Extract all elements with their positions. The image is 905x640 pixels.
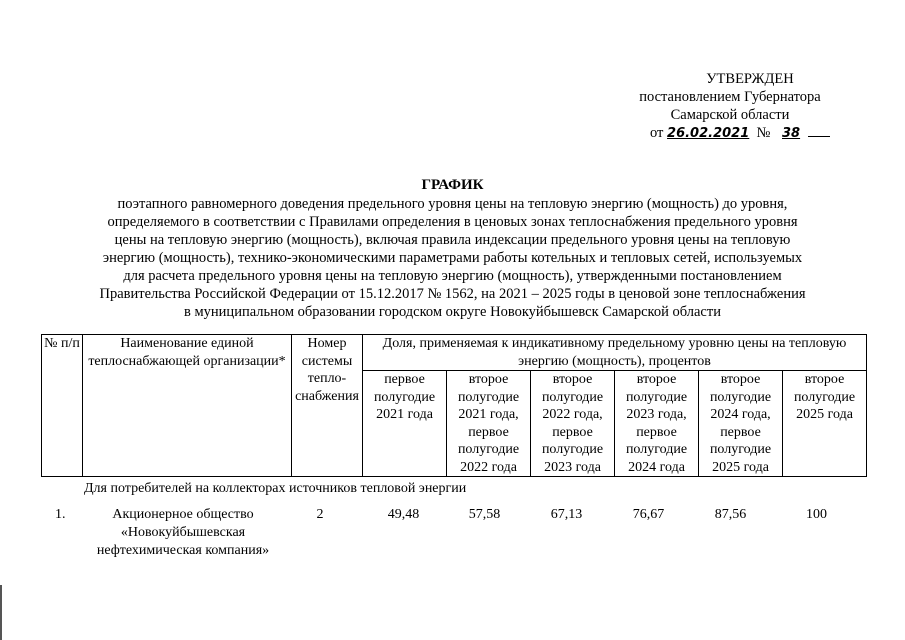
title-line: в муниципальном образовании городском округе Новокуйбышевск Самарской области — [184, 304, 721, 320]
header-period: первое полугодие 2021 года — [363, 371, 447, 477]
approval-date-row — [600, 124, 860, 143]
date-prefix: от — [650, 125, 664, 141]
row-value: 49,48 — [387, 507, 420, 522]
row-org-line: нефтехимическая компания» — [96, 543, 270, 558]
title-line: энергию (мощность), технико-экономическими параметрами работы котельных и тепловых сетей, используемых — [102, 250, 803, 266]
header-period: второе полугодие 2024 года, первое полугодие 2025 года — [699, 371, 783, 477]
header-org: Наименование единой теплоснабжающей организации* — [83, 335, 292, 477]
row-value: 100 — [806, 507, 827, 522]
header-system: Номер системы тепло-снабжения — [292, 335, 363, 477]
row-value: 67,13 — [550, 507, 583, 522]
row-value: 57,58 — [468, 507, 501, 522]
row-org — [83, 506, 283, 560]
title-line: для расчета предельного уровня цены на тепловую энергию (мощность), утвержденными постановлением — [123, 268, 782, 284]
approval-title: УТВЕРЖДЕН — [706, 71, 794, 87]
row-num: 1. — [55, 507, 66, 522]
header-period: второе полугодие 2023 года, первое полугодие 2024 года — [615, 371, 699, 477]
row-system: 2 — [316, 507, 324, 522]
row-value: 87,56 — [714, 507, 747, 522]
approval-line-2: постановлением Губернатора — [639, 89, 821, 105]
title-line: определяемого в соответствии с Правилами определения в ценовых зонах теплоснабжения предельного уровня — [107, 214, 798, 230]
header-num: № п/п — [42, 335, 83, 477]
approval-date: 26.02.2021 — [667, 126, 750, 141]
approval-number: 38 — [782, 126, 801, 141]
header-period: второе полугодие 2025 года — [783, 371, 867, 477]
number-prefix: № — [756, 125, 771, 141]
header-period: второе полугодие 2022 года, первое полугодие 2023 года — [531, 371, 615, 477]
scan-edge — [0, 585, 2, 640]
approval-block — [600, 70, 860, 143]
title-heading: ГРАФИК — [421, 177, 484, 193]
schedule-table-header — [41, 334, 867, 477]
header-period: второе полугодие 2021 года, первое полугодие 2022 года — [447, 371, 531, 477]
row-org-line: «Новокуйбышевская — [120, 525, 246, 540]
title-line: цены на тепловую энергию (мощность), включая правила индексации предельного уровня цены на тепловую — [114, 232, 791, 248]
document-title — [0, 176, 905, 321]
approval-line-3: Самарской области — [670, 107, 790, 123]
title-line: поэтапного равномерного доведения предельного уровня цены на тепловую энергию (мощность) до уровня, — [117, 196, 788, 212]
title-line: Правительства Российской Федерации от 15.12.2017 № 1562, на 2021 – 2025 годы в ценовой зоне теплоснабжения — [99, 286, 806, 302]
section-label: Для потребителей на коллекторах источников тепловой энергии — [84, 481, 467, 496]
row-value: 76,67 — [632, 507, 665, 522]
header-share: Доля, применяемая к индикативному предельному уровню цены на тепловую энергию (мощность), процентов — [363, 335, 867, 371]
row-org-line: Акционерное общество — [112, 507, 254, 522]
